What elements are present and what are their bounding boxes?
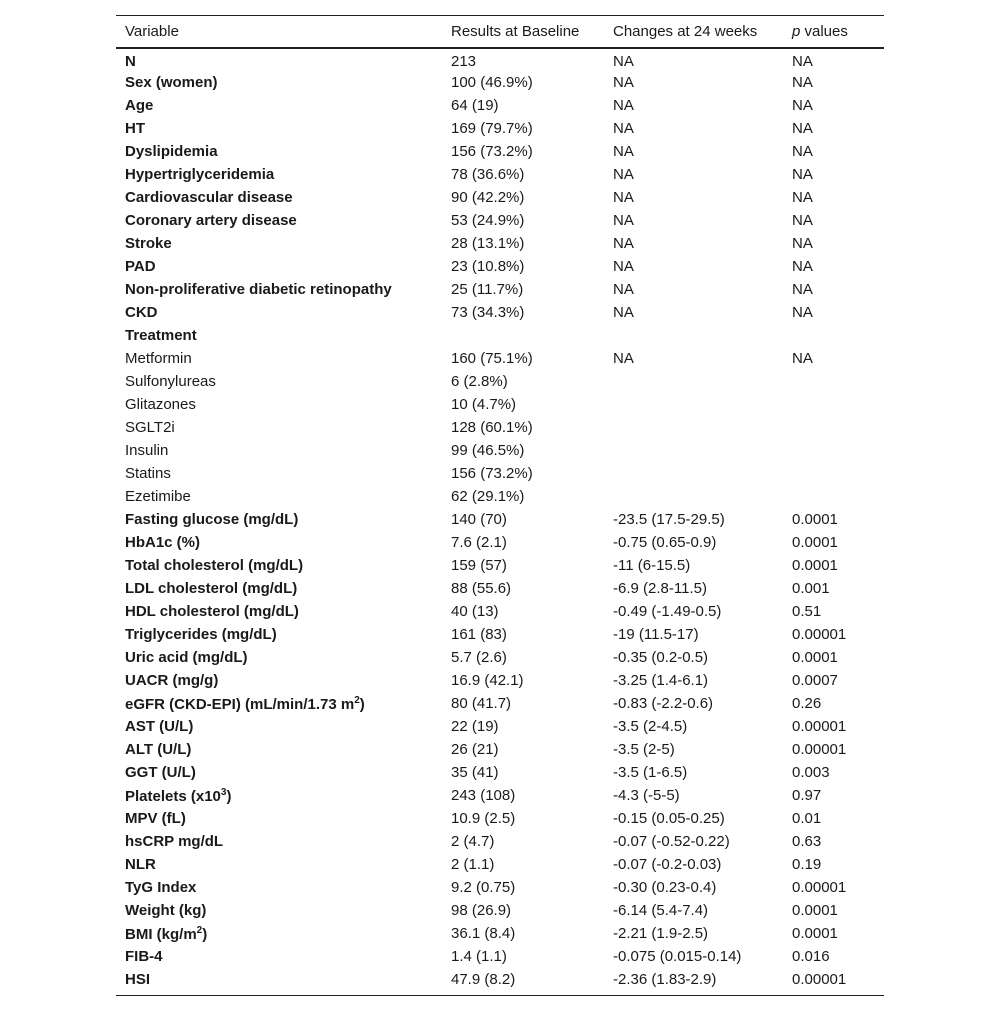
- table-row: [116, 715, 884, 738]
- row-p-value: 0.0001: [792, 649, 838, 666]
- row-variable-label: GGT (U/L): [125, 764, 196, 781]
- row-p-value: NA: [792, 97, 813, 114]
- row-p-value: NA: [792, 258, 813, 275]
- row-variable-label: HbA1c (%): [125, 534, 201, 551]
- row-variable-label: Ezetimibe: [125, 488, 191, 505]
- table-row: [116, 485, 884, 508]
- table-row: [116, 784, 884, 807]
- row-baseline: 213: [451, 52, 477, 70]
- row-baseline: 100 (46.9%): [451, 74, 533, 91]
- row-variable-label-suffix: ): [226, 787, 232, 805]
- table-row: [116, 163, 884, 186]
- row-p-value: [783, 370, 884, 393]
- row-variable: [116, 945, 442, 968]
- header-p-values: [783, 16, 884, 49]
- row-variable: [116, 807, 442, 830]
- row-baseline: 28 (13.1%): [451, 235, 525, 252]
- row-change: NA: [613, 166, 634, 183]
- row-baseline: 78 (36.6%): [451, 166, 525, 183]
- row-variable-label: LDL cholesterol (mg/dL): [125, 580, 298, 597]
- header-p-rest: values: [800, 23, 848, 40]
- row-p-value: 0.0001: [792, 902, 838, 919]
- table-row: [116, 922, 884, 945]
- table-row: [116, 324, 884, 347]
- table-row: [116, 48, 884, 71]
- table-row: [116, 71, 884, 94]
- row-variable-label: HT: [125, 120, 145, 137]
- row-variable-label: Triglycerides (mg/dL): [125, 626, 277, 643]
- row-baseline: 140 (70): [451, 511, 507, 528]
- row-baseline: 1.4 (1.1): [451, 948, 507, 965]
- table-row: [116, 301, 884, 324]
- row-variable-label: Glitazones: [125, 396, 196, 413]
- table-row: [116, 577, 884, 600]
- row-change: NA: [613, 189, 634, 206]
- row-change: -2.36 (1.83-2.9): [613, 970, 717, 988]
- table-row: [116, 232, 884, 255]
- row-variable: [116, 163, 442, 186]
- row-variable-label: Non-proliferative diabetic retinopathy: [125, 281, 392, 298]
- header-variable: Variable: [125, 23, 179, 40]
- row-p-value: 0.0001: [792, 925, 838, 942]
- row-p-value: 0.00001: [792, 626, 847, 643]
- row-p-value: 0.0001: [792, 534, 838, 551]
- row-change: -23.5 (17.5-29.5): [613, 511, 725, 528]
- row-variable: [116, 761, 442, 784]
- row-variable: [116, 968, 442, 995]
- row-change: NA: [613, 350, 634, 367]
- row-variable-label: FIB-4: [125, 948, 163, 965]
- row-baseline: 243 (108): [451, 787, 516, 804]
- row-p-value: NA: [792, 212, 813, 229]
- row-variable: [116, 876, 442, 899]
- table-row: [116, 508, 884, 531]
- table-body: [116, 48, 884, 995]
- row-variable-label: Metformin: [125, 350, 192, 367]
- row-p-value: NA: [792, 281, 813, 298]
- row-variable: [116, 186, 442, 209]
- row-change: -6.14 (5.4-7.4): [613, 902, 709, 919]
- table-row: [116, 255, 884, 278]
- row-p-value: 0.016: [792, 948, 830, 965]
- row-p-value: [783, 462, 884, 485]
- row-p-value: 0.01: [792, 810, 822, 827]
- row-variable-label: NLR: [125, 856, 156, 873]
- table-row: [116, 416, 884, 439]
- row-p-value: 0.00001: [792, 879, 847, 896]
- row-baseline: 9.2 (0.75): [451, 879, 516, 896]
- row-variable: [116, 830, 442, 853]
- row-p-value: 0.00001: [792, 718, 847, 735]
- row-variable-label: PAD: [125, 258, 156, 275]
- row-p-value: 0.19: [792, 856, 822, 873]
- row-baseline: [442, 324, 604, 347]
- row-change: NA: [613, 143, 634, 160]
- row-baseline: 26 (21): [451, 741, 499, 758]
- row-change: NA: [613, 281, 634, 298]
- row-variable: [116, 94, 442, 117]
- results-table: [116, 15, 884, 996]
- row-variable-label: Total cholesterol (mg/dL): [125, 557, 304, 574]
- row-variable-label: Weight (kg): [125, 902, 207, 919]
- row-p-value: 0.0007: [792, 672, 838, 689]
- row-variable: [116, 278, 442, 301]
- row-p-value: [783, 324, 884, 347]
- row-p-value: 0.00001: [792, 741, 847, 758]
- row-variable: [116, 255, 442, 278]
- row-variable: [116, 232, 442, 255]
- row-change: [604, 324, 783, 347]
- row-variable-label: BMI (kg/m: [125, 925, 197, 943]
- row-change: NA: [613, 235, 634, 252]
- row-variable-label: Fasting glucose (mg/dL): [125, 511, 299, 528]
- row-p-value: [783, 416, 884, 439]
- table-row: [116, 370, 884, 393]
- row-baseline: 23 (10.8%): [451, 258, 525, 275]
- row-variable-label: Treatment: [125, 327, 197, 344]
- table-row: [116, 807, 884, 830]
- table-row: [116, 600, 884, 623]
- table-row: [116, 899, 884, 922]
- row-p-value: [783, 393, 884, 416]
- table-row: [116, 347, 884, 370]
- row-variable-label: HDL cholesterol (mg/dL): [125, 603, 299, 620]
- row-change: [604, 462, 783, 485]
- row-variable: [116, 301, 442, 324]
- header-row: [116, 16, 884, 49]
- row-variable: [116, 71, 442, 94]
- row-baseline: 36.1 (8.4): [451, 925, 516, 942]
- row-variable: [116, 393, 442, 416]
- row-p-value: NA: [792, 304, 813, 321]
- row-variable: [116, 669, 442, 692]
- row-change: -6.9 (2.8-11.5): [613, 580, 707, 597]
- row-baseline: 128 (60.1%): [451, 419, 533, 436]
- row-baseline: 64 (19): [451, 97, 499, 114]
- row-change: -0.15 (0.05-0.25): [613, 810, 725, 827]
- row-baseline: 80 (41.7): [451, 695, 512, 712]
- row-baseline: 35 (41): [451, 764, 499, 781]
- row-change: -0.75 (0.65-0.9): [613, 534, 717, 551]
- row-variable: [116, 324, 442, 347]
- row-variable-superscript: 2: [196, 924, 203, 936]
- row-change: [604, 416, 783, 439]
- row-variable: [116, 784, 442, 807]
- table-row: [116, 186, 884, 209]
- row-variable: [116, 646, 442, 669]
- row-baseline: 47.9 (8.2): [451, 970, 516, 988]
- row-p-value: NA: [792, 52, 813, 70]
- row-variable-label: Age: [125, 97, 154, 114]
- row-change: NA: [613, 74, 634, 91]
- row-change: -11 (6-15.5): [613, 557, 691, 574]
- table-row: [116, 278, 884, 301]
- row-p-value: 0.63: [792, 833, 822, 850]
- table-row: [116, 692, 884, 715]
- row-variable-label: Stroke: [125, 235, 172, 252]
- row-p-value: NA: [792, 166, 813, 183]
- table-row: [116, 393, 884, 416]
- row-baseline: 160 (75.1%): [451, 350, 533, 367]
- row-change: [604, 439, 783, 462]
- row-baseline: 5.7 (2.6): [451, 649, 507, 666]
- row-variable-label-suffix: ): [202, 925, 208, 943]
- table-row: [116, 623, 884, 646]
- row-variable-label: eGFR (CKD-EPI) (mL/min/1.73 m: [125, 695, 355, 713]
- row-variable-label: Hypertriglyceridemia: [125, 166, 275, 183]
- row-change: NA: [613, 52, 634, 70]
- row-change: -3.5 (1-6.5): [613, 764, 688, 781]
- row-change: NA: [613, 258, 634, 275]
- row-baseline: 99 (46.5%): [451, 442, 525, 459]
- row-p-value: 0.51: [792, 603, 822, 620]
- row-variable: [116, 347, 442, 370]
- row-variable: [116, 48, 442, 71]
- row-p-value: 0.003: [792, 764, 830, 781]
- row-change: -19 (11.5-17): [613, 626, 699, 643]
- row-baseline: 169 (79.7%): [451, 120, 533, 137]
- row-baseline: 161 (83): [451, 626, 507, 643]
- row-variable-label: N: [125, 52, 136, 70]
- row-variable-label: HSI: [125, 970, 151, 988]
- row-baseline: 88 (55.6): [451, 580, 512, 597]
- row-variable-superscript: 3: [220, 786, 227, 798]
- row-variable-label: Uric acid (mg/dL): [125, 649, 248, 666]
- row-p-value: NA: [792, 350, 813, 367]
- table-row: [116, 853, 884, 876]
- row-variable-label: MPV (fL): [125, 810, 186, 827]
- row-p-value: 0.001: [792, 580, 830, 597]
- row-variable-label: Statins: [125, 465, 171, 482]
- row-baseline: 7.6 (2.1): [451, 534, 507, 551]
- row-variable-label: TyG Index: [125, 879, 197, 896]
- table-row: [116, 876, 884, 899]
- row-variable: [116, 577, 442, 600]
- row-variable: [116, 462, 442, 485]
- row-variable: [116, 738, 442, 761]
- row-baseline: 98 (26.9): [451, 902, 512, 919]
- row-variable: [116, 209, 442, 232]
- row-variable-label: SGLT2i: [125, 419, 175, 436]
- row-variable: [116, 508, 442, 531]
- row-p-value: NA: [792, 143, 813, 160]
- row-variable-label: ALT (U/L): [125, 741, 192, 758]
- row-change: -3.25 (1.4-6.1): [613, 672, 709, 689]
- row-variable-label: Sulfonylureas: [125, 373, 216, 390]
- row-change: -0.07 (-0.2-0.03): [613, 856, 722, 873]
- row-variable: [116, 853, 442, 876]
- row-baseline: 90 (42.2%): [451, 189, 525, 206]
- table-row: [116, 531, 884, 554]
- row-variable: [116, 485, 442, 508]
- row-p-value: [783, 439, 884, 462]
- row-variable: [116, 899, 442, 922]
- row-variable-label: Coronary artery disease: [125, 212, 297, 229]
- row-baseline: 22 (19): [451, 718, 499, 735]
- row-variable: [116, 531, 442, 554]
- row-p-value: NA: [792, 74, 813, 91]
- row-change: -3.5 (2-5): [613, 741, 675, 758]
- row-variable-label: Insulin: [125, 442, 169, 459]
- table-row: [116, 209, 884, 232]
- table-header: [116, 16, 884, 49]
- table-row: [116, 669, 884, 692]
- row-variable-label: Sex (women): [125, 74, 218, 91]
- row-variable-label: Dyslipidemia: [125, 143, 218, 160]
- row-variable: [116, 922, 442, 945]
- row-variable-label: UACR (mg/g): [125, 672, 219, 689]
- row-baseline: 2 (1.1): [451, 856, 495, 873]
- row-baseline: 10 (4.7%): [451, 396, 517, 413]
- row-variable: [116, 370, 442, 393]
- row-variable: [116, 715, 442, 738]
- row-baseline: 6 (2.8%): [451, 373, 508, 390]
- row-variable: [116, 623, 442, 646]
- row-variable: [116, 600, 442, 623]
- table-row: [116, 738, 884, 761]
- row-baseline: 2 (4.7): [451, 833, 495, 850]
- row-variable: [116, 439, 442, 462]
- row-baseline: 10.9 (2.5): [451, 810, 516, 827]
- row-change: [604, 370, 783, 393]
- row-change: -4.3 (-5-5): [613, 787, 680, 804]
- table-row: [116, 140, 884, 163]
- row-variable: [116, 416, 442, 439]
- row-baseline: 62 (29.1%): [451, 488, 525, 505]
- table-row: [116, 554, 884, 577]
- row-p-value: 0.00001: [792, 970, 847, 988]
- row-change: [604, 393, 783, 416]
- row-p-value: NA: [792, 120, 813, 137]
- row-p-value: NA: [792, 235, 813, 252]
- row-change: -3.5 (2-4.5): [613, 718, 688, 735]
- row-p-value: 0.0001: [792, 511, 838, 528]
- table-row: [116, 462, 884, 485]
- row-change: -0.49 (-1.49-0.5): [613, 603, 722, 620]
- row-variable-label: CKD: [125, 304, 158, 321]
- row-change: -0.30 (0.23-0.4): [613, 879, 717, 896]
- table-row: [116, 945, 884, 968]
- row-change: -0.075 (0.015-0.14): [613, 948, 742, 965]
- header-p-italic: p: [792, 23, 801, 40]
- row-variable-label: AST (U/L): [125, 718, 194, 735]
- row-variable-superscript: 2: [354, 694, 360, 706]
- results-table-container: [116, 15, 884, 996]
- row-change: -2.21 (1.9-2.5): [613, 925, 709, 942]
- row-change: NA: [613, 97, 634, 114]
- row-p-value: [783, 485, 884, 508]
- row-baseline: 25 (11.7%): [451, 281, 524, 298]
- row-change: -0.35 (0.2-0.5): [613, 649, 709, 666]
- row-p-value: 0.0001: [792, 557, 838, 574]
- row-variable: [116, 554, 442, 577]
- row-baseline: 73 (34.3%): [451, 304, 525, 321]
- table-row: [116, 117, 884, 140]
- table-row: [116, 646, 884, 669]
- row-p-value: 0.97: [792, 787, 822, 804]
- row-change: -0.07 (-0.52-0.22): [613, 833, 730, 850]
- row-variable: [116, 692, 442, 715]
- row-baseline: 159 (57): [451, 557, 507, 574]
- row-baseline: 40 (13): [451, 603, 499, 620]
- table-row: [116, 830, 884, 853]
- row-change: NA: [613, 212, 634, 229]
- header-changes: Changes at 24 weeks: [613, 23, 758, 40]
- header-baseline: Results at Baseline: [451, 23, 580, 40]
- row-baseline: 156 (73.2%): [451, 465, 533, 482]
- row-p-value: NA: [792, 189, 813, 206]
- row-change: [604, 485, 783, 508]
- row-variable-label: Platelets (x10: [125, 787, 221, 805]
- row-variable-label: hsCRP mg/dL: [125, 833, 224, 850]
- row-variable: [116, 117, 442, 140]
- row-variable-label: Cardiovascular disease: [125, 189, 293, 206]
- row-change: NA: [613, 304, 634, 321]
- row-baseline: 156 (73.2%): [451, 143, 533, 160]
- row-baseline: 53 (24.9%): [451, 212, 525, 229]
- table-row: [116, 761, 884, 784]
- row-p-value: 0.26: [792, 695, 822, 712]
- row-change: -0.83 (-2.2-0.6): [613, 695, 714, 712]
- table-row: [116, 439, 884, 462]
- row-change: NA: [613, 120, 634, 137]
- table-row: [116, 94, 884, 117]
- row-baseline: 16.9 (42.1): [451, 672, 524, 689]
- row-variable-label-suffix: ): [359, 695, 365, 713]
- table-row: [116, 968, 884, 995]
- row-variable: [116, 140, 442, 163]
